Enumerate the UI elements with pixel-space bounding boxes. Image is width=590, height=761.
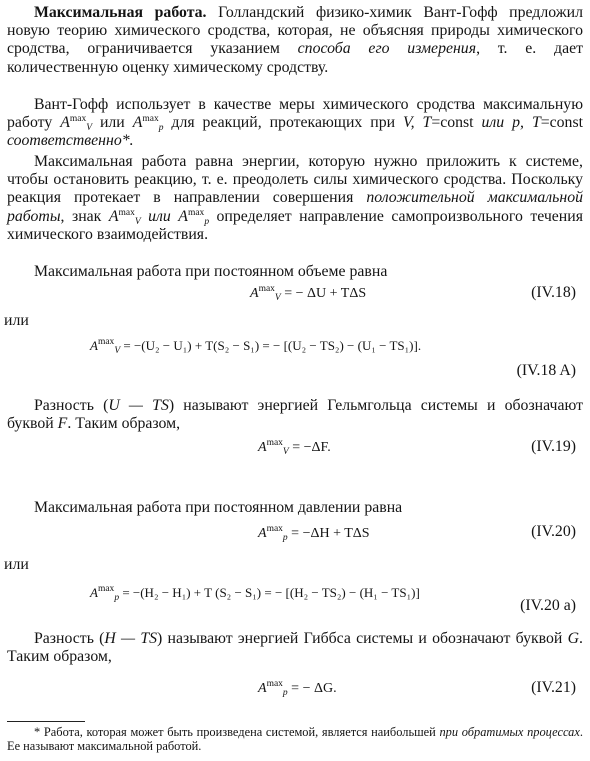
paragraph-constant-volume: Максимальная работа при постоянном объеме равна [34, 263, 388, 280]
equation-iv21: $A^{max}_p$ = − ΔG. [258, 679, 337, 698]
paragraph-intro: Максимальная работа. Голландский физико-химик Вант-Гофф предложил новую теорию химического сродства, которая, не объясняя природы химического сродства, ограничивается указанием способа его измерения, т. е. дает количественную оценку химическому сродству. [7, 4, 583, 76]
paragraph-gibbs: Разность (H — TS) называют энергией Гиббса системы и обозначают буквой G. Таким образом, [7, 630, 583, 666]
equation-number-iv21: (IV.21) [531, 679, 576, 696]
footnote: * Работа, которая может быть произведена системой, является наибольшей при обратимых процессах. Ее называют максимальной работой. [7, 725, 583, 754]
equation-number-iv18a: (IV.18 A) [516, 362, 576, 379]
paragraph-constant-pressure: Максимальная работа при постоянном давлении равна [34, 499, 403, 516]
section-heading: Максимальная работа. [34, 4, 207, 21]
equation-number-iv18: (IV.18) [531, 284, 576, 301]
footnote-divider [7, 721, 85, 722]
paragraph-max-work-energy: Максимальная работа равна энергии, которую нужно приложить к системе, чтобы остановить реакцию, т. е. преодолеть силы химического сродства. Поскольку реакция протекает в направлении совершения положительной максимальной работы, знак $A^{max}_V$ или $A^{max}_p$ определяет направление самопроизвольного течения химического взаимодействия. [7, 153, 583, 243]
equation-iv18a: $A^{max}_V = -(U_2 - U_1) + T(S_2 - S_1)$ = − [(U₂ − TS₂) − (U₁ − TS₁)]. [90, 337, 422, 356]
equation-number-iv20a: (IV.20 a) [520, 597, 576, 614]
equation-number-iv19: (IV.19) [531, 438, 576, 455]
paragraph-helmholtz: Разность (U — TS) называют энергией Гельмгольца системы и обозначают буквой F. Таким образом, [7, 397, 583, 433]
equation-number-iv20: (IV.20) [531, 523, 576, 540]
connector-or: или [4, 312, 29, 329]
equation-iv20: $A^{max}_p = -\Delta H + T\Delta S$ [258, 524, 370, 543]
paragraph-vant-hoff-measure: Вант-Гофф использует в качестве меры химического сродства максимальную работу $A^{max}_V$ или $A^{max}_p$ для реакций, протекающих при V, T=const или p, T=const соответственно*. [7, 96, 583, 150]
equation-iv18: $A^{max}_V$ = − ΔU + TΔS [250, 284, 367, 303]
connector-or-2: или [4, 556, 29, 573]
equation-iv20a: $A^{max}_p = -(H_2 - H_1) + T$ (S₂ − S₁) = − [(H₂ − TS₂) − (H₁ − TS₁)] [90, 584, 420, 603]
equation-iv19: $A^{max}_V = -\Delta F$. [258, 438, 331, 457]
